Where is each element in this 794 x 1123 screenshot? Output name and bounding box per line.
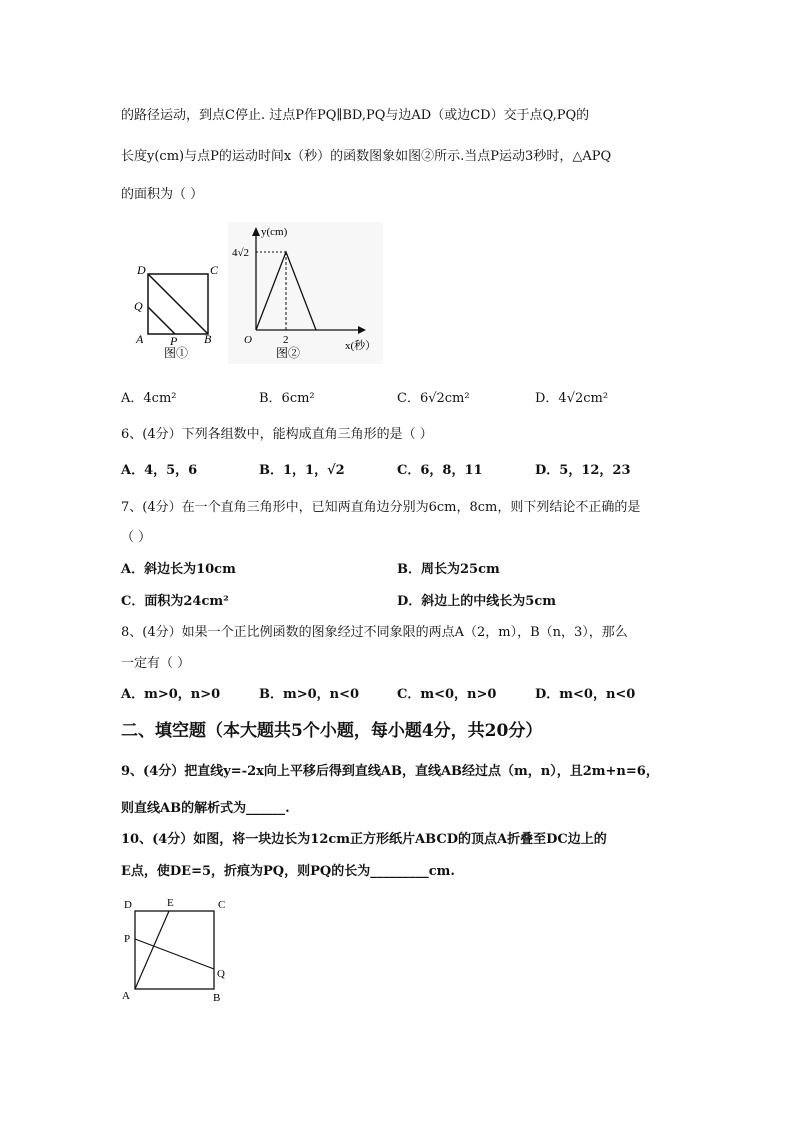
fig10-label-P: P bbox=[124, 933, 131, 945]
q5-text-line-1: 的路径运动，到点C停止. 过点P作PQ∥BD,PQ与边AD（或边CD）交于点Q,PQ的 bbox=[121, 108, 590, 123]
q9-stem-line-2: 则直线AB的解析式为______. bbox=[121, 801, 290, 816]
q5-figure-1-square bbox=[130, 258, 225, 363]
q7-option-b: B．周长为25cm bbox=[397, 562, 500, 577]
fig2-ylabel: y(cm) bbox=[261, 226, 288, 238]
q8-stem-line-1: 8、(4分）如果一个正比例函数的图象经过不同象限的两点A（2，m），B（n，3），那么 bbox=[121, 625, 628, 640]
q5-text-line-3: 的面积为（ ） bbox=[121, 187, 204, 202]
q6-option-c: C．6，8，11 bbox=[397, 463, 483, 478]
fig2-xlabel: x(秒） bbox=[345, 340, 377, 352]
fig1-label-A: A bbox=[136, 332, 144, 346]
q5-text-line-2: 长度y(cm)与点P的运动时间x（秒）的函数图象如图②所示.当点P运动3秒时，△APQ bbox=[121, 149, 612, 164]
q9-stem-line-1: 9、(4分）把直线y=-2x向上平移后得到直线AB，直线AB经过点（m，n），且2m+n=6， bbox=[121, 764, 659, 779]
q6-option-b: B．1，1，√2 bbox=[259, 463, 345, 478]
fig2-caption: 图② bbox=[276, 346, 301, 360]
fig10-label-B: B bbox=[213, 992, 221, 1004]
section-heading-fill-in: 二、填空题（本大题共5个小题，每小题4分，共20分） bbox=[121, 721, 543, 741]
fig1-caption: 图① bbox=[164, 346, 189, 360]
fig1-label-D: D bbox=[137, 263, 146, 277]
q6-option-a: A．4，5，6 bbox=[121, 463, 198, 478]
q5-option-a: A．4cm² bbox=[121, 391, 177, 406]
q7-option-a: A．斜边长为10cm bbox=[121, 562, 236, 577]
fig1-label-C: C bbox=[210, 263, 219, 277]
fig1-label-B: B bbox=[204, 332, 212, 346]
q7-option-d: D．斜边上的中线长为5cm bbox=[397, 594, 556, 609]
q6-stem: 6、(4分）下列各组数中，能构成直角三角形的是（ ） bbox=[121, 427, 433, 442]
q8-stem-line-2: 一定有（ ） bbox=[121, 656, 191, 671]
q5-option-b: B．6cm² bbox=[259, 391, 315, 406]
q5-figure-2-graph bbox=[228, 222, 383, 364]
q5-option-c: C．6√2cm² bbox=[397, 391, 470, 406]
q10-stem-line-1: 10、(4分）如图，将一块边长为12cm正方形纸片ABCD的顶点A折叠至DC边上的 bbox=[121, 832, 607, 847]
q8-option-d: D．m<0，n<0 bbox=[535, 687, 636, 702]
fig10-label-A: A bbox=[122, 990, 130, 1002]
fig2-ytick: 4√2 bbox=[232, 247, 250, 259]
fig10-label-Q: Q bbox=[217, 968, 225, 980]
q6-option-d: D．5，12，23 bbox=[535, 463, 631, 478]
fig10-label-D: D bbox=[124, 899, 132, 911]
fig1-label-P: P bbox=[170, 334, 178, 348]
q10-figure-folded-square bbox=[117, 893, 237, 1005]
q7-stem-line-2: （ ） bbox=[121, 530, 152, 545]
fig2-origin: O bbox=[244, 334, 252, 346]
q10-stem-line-2: E点，使DE=5，折痕为PQ，则PQ的长为_________cm. bbox=[121, 864, 455, 879]
q8-option-b: B．m>0，n<0 bbox=[259, 687, 360, 702]
q7-stem-line-1: 7、(4分）在一个直角三角形中，已知两直角边分别为6cm，8cm，则下列结论不正确的是 bbox=[121, 500, 641, 515]
fig1-label-Q: Q bbox=[134, 299, 143, 313]
fig10-label-E: E bbox=[167, 897, 174, 909]
q7-option-c: C．面积为24cm² bbox=[121, 594, 229, 609]
q8-option-c: C．m<0，n>0 bbox=[397, 687, 497, 702]
q5-option-d: D．4√2cm² bbox=[535, 391, 609, 406]
fig2-xtick: 2 bbox=[283, 334, 289, 346]
q8-option-a: A．m>0，n>0 bbox=[121, 687, 221, 702]
fig10-label-C: C bbox=[218, 899, 226, 911]
